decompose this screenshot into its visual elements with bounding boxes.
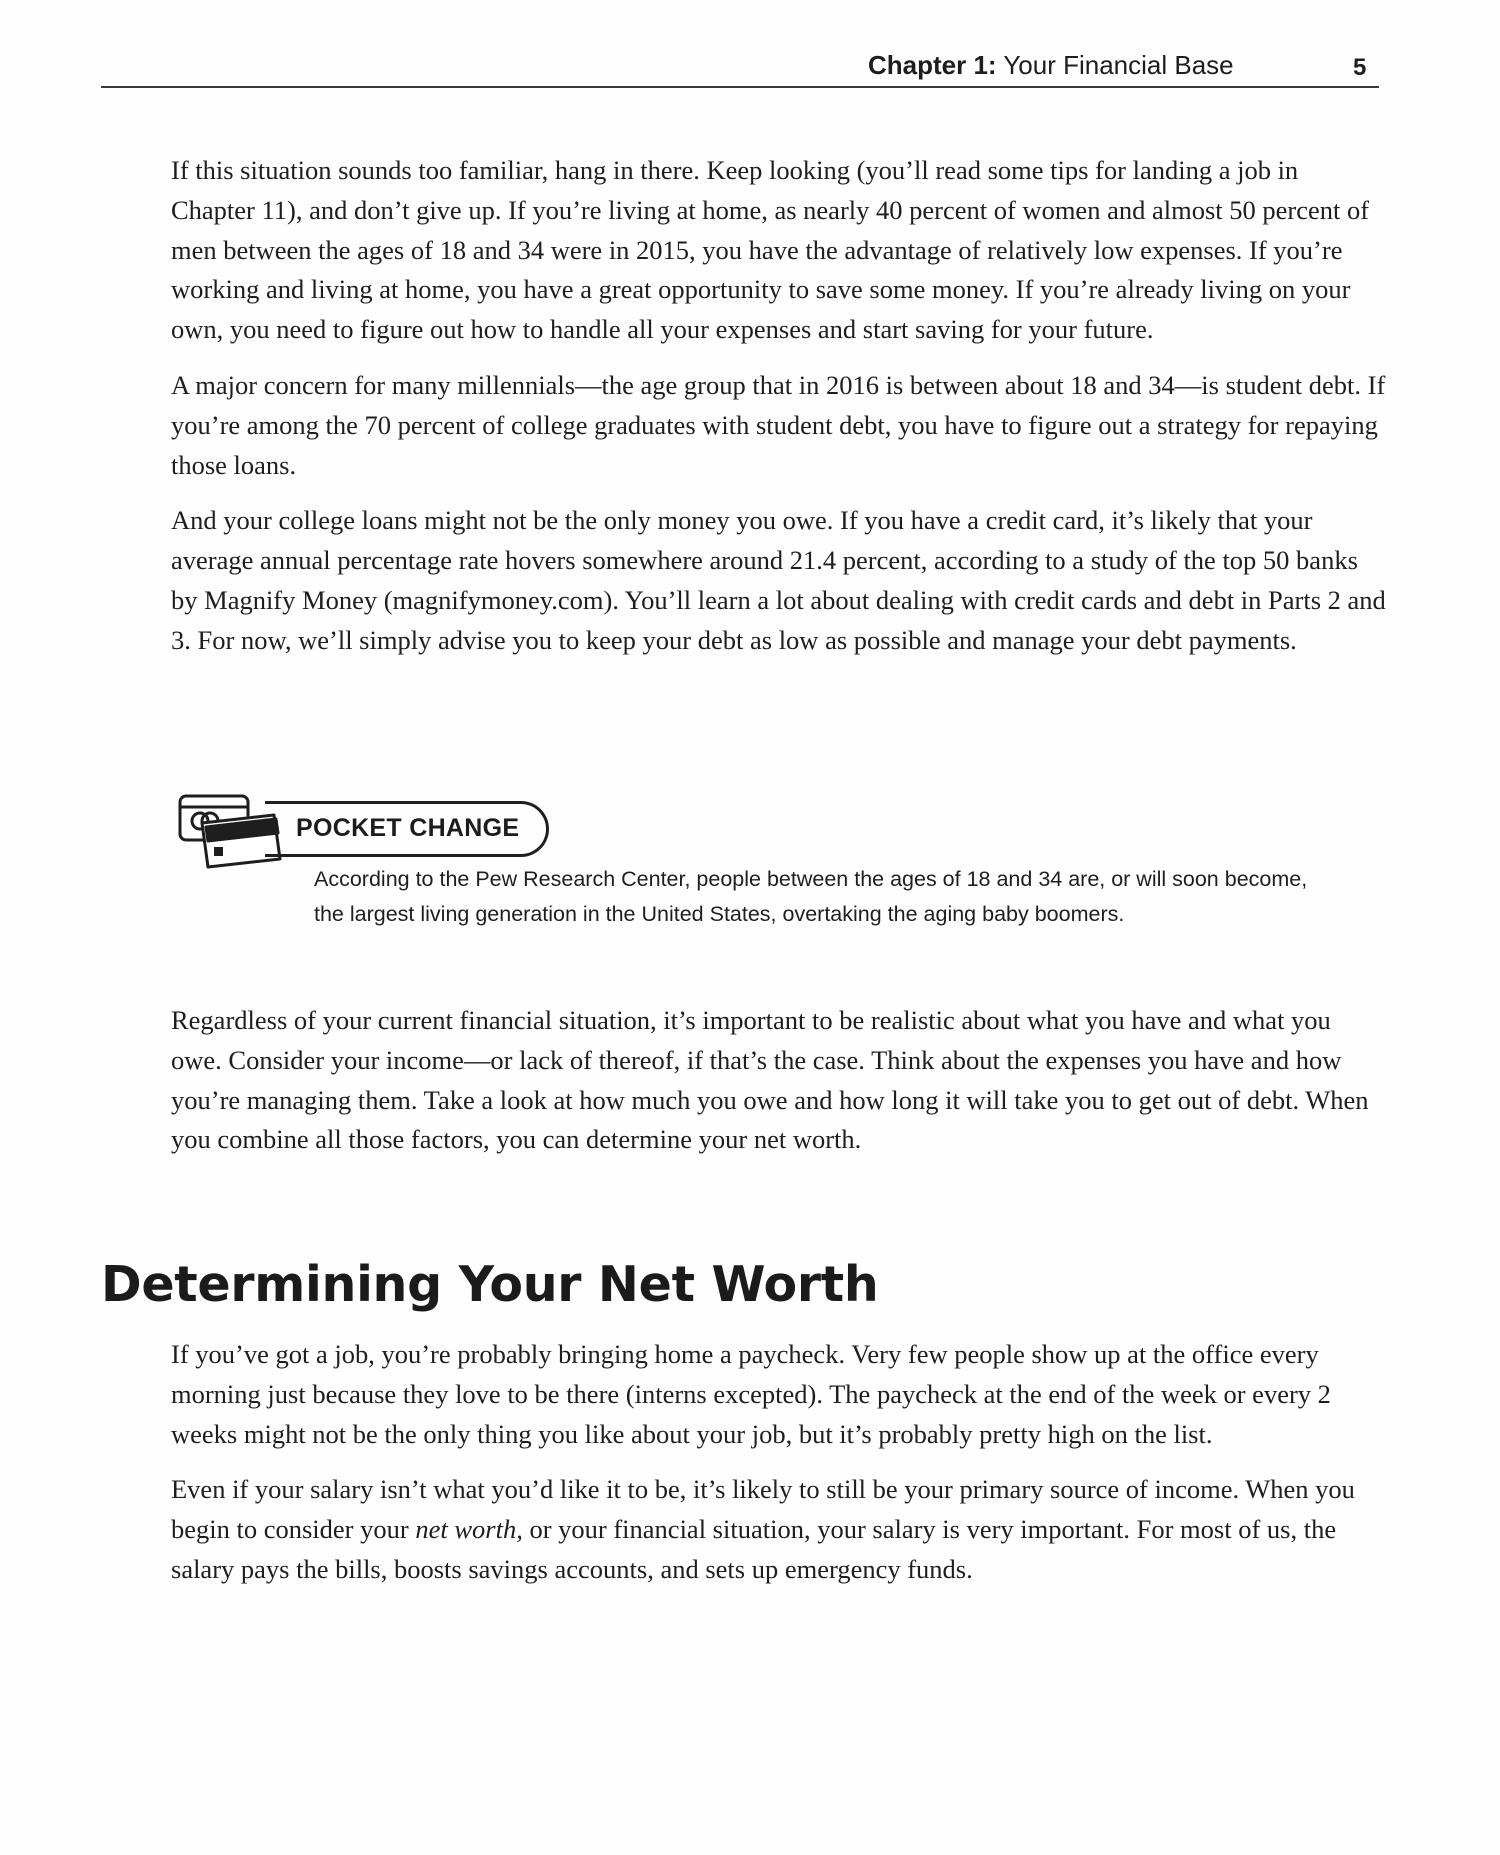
paragraph: And your college loans might not be the only money you owe. If you have a credit card, it’s likely that your average annual percentage rate hovers somewhere around 21.4 percent, according to a study of the top 50 banks by Magnify Money (magnifymoney.com). You’ll learn a lot about dealing with credit cards and debt in Parts 2 and 3. For now, we’ll simply advise you to keep your debt as low as possible and manage your debt payments. — [171, 505, 1386, 655]
sidebar-text: According to the Pew Research Center, people between the ages of 18 and 34 are, or will soon become, the largest living generation in the United States, overtaking the aging baby boomers. — [314, 867, 1308, 926]
paragraph: Regardless of your current financial situation, it’s important to be realistic about what you have and what you owe. Consider your income—or lack of thereof, if that’s the case. Think about the expenses you have and how you’re managing them. Take a look at how much you owe and how long it will take you to get out of debt. When you combine all those factors, you can determine your net worth. — [171, 1005, 1369, 1155]
sidebar-title: POCKET CHANGE — [296, 814, 520, 842]
section-text — [171, 1335, 1386, 1606]
paragraph: A major concern for many millennials—the age group that in 2016 is between about 18 and 34—is student debt. If you’re among the 70 percent of college graduates with student debt, you have to figure out a strategy for repaying those loans. — [171, 369, 1386, 480]
chapter-label: Chapter 1: — [868, 50, 997, 80]
paragraph: If this situation sounds too familiar, hang in there. Keep looking (you’ll read some tips for landing a job in Chapter 11), and don’t give up. If you’re living at home, as nearly 40 percent of women and almost 50 percent of men between the ages of 18 and 34 were in 2015, you have the advantage of relatively low expenses. If you’re working and living at home, you have a great opportunity to save some money. If you’re already living on your own, you need to figure out how to handle all your expenses and start saving for your future. — [171, 155, 1370, 345]
summary-text — [171, 1001, 1386, 1176]
chapter-title: Your Financial Base — [1003, 50, 1234, 80]
paragraph — [171, 1470, 1386, 1589]
section-heading: Determining Your Net Worth — [101, 1256, 879, 1313]
header-rule — [101, 86, 1379, 88]
intro-text — [171, 151, 1386, 677]
running-header — [868, 50, 1234, 81]
page-number: 5 — [1353, 54, 1367, 81]
paragraph-text: or your financial situation, your salary is very important. For most of us, the salary pays the bills, boosts savings accounts, and sets up emergency funds. — [171, 1514, 1337, 1584]
term-net-worth: net worth, — [415, 1514, 523, 1545]
paragraph: If you’ve got a job, you’re probably bringing home a paycheck. Very few people show up at the office every morning just because they love to be there (interns excepted). The paycheck at the end of the week or every 2 weeks might not be the only thing you like about your job, but it’s probably pretty high on the list. — [171, 1339, 1331, 1449]
paragraph-text: Even if your salary isn’t what you’d like it to be, it’s likely to still be your primary source of income. When you begin to consider your — [171, 1474, 1355, 1545]
